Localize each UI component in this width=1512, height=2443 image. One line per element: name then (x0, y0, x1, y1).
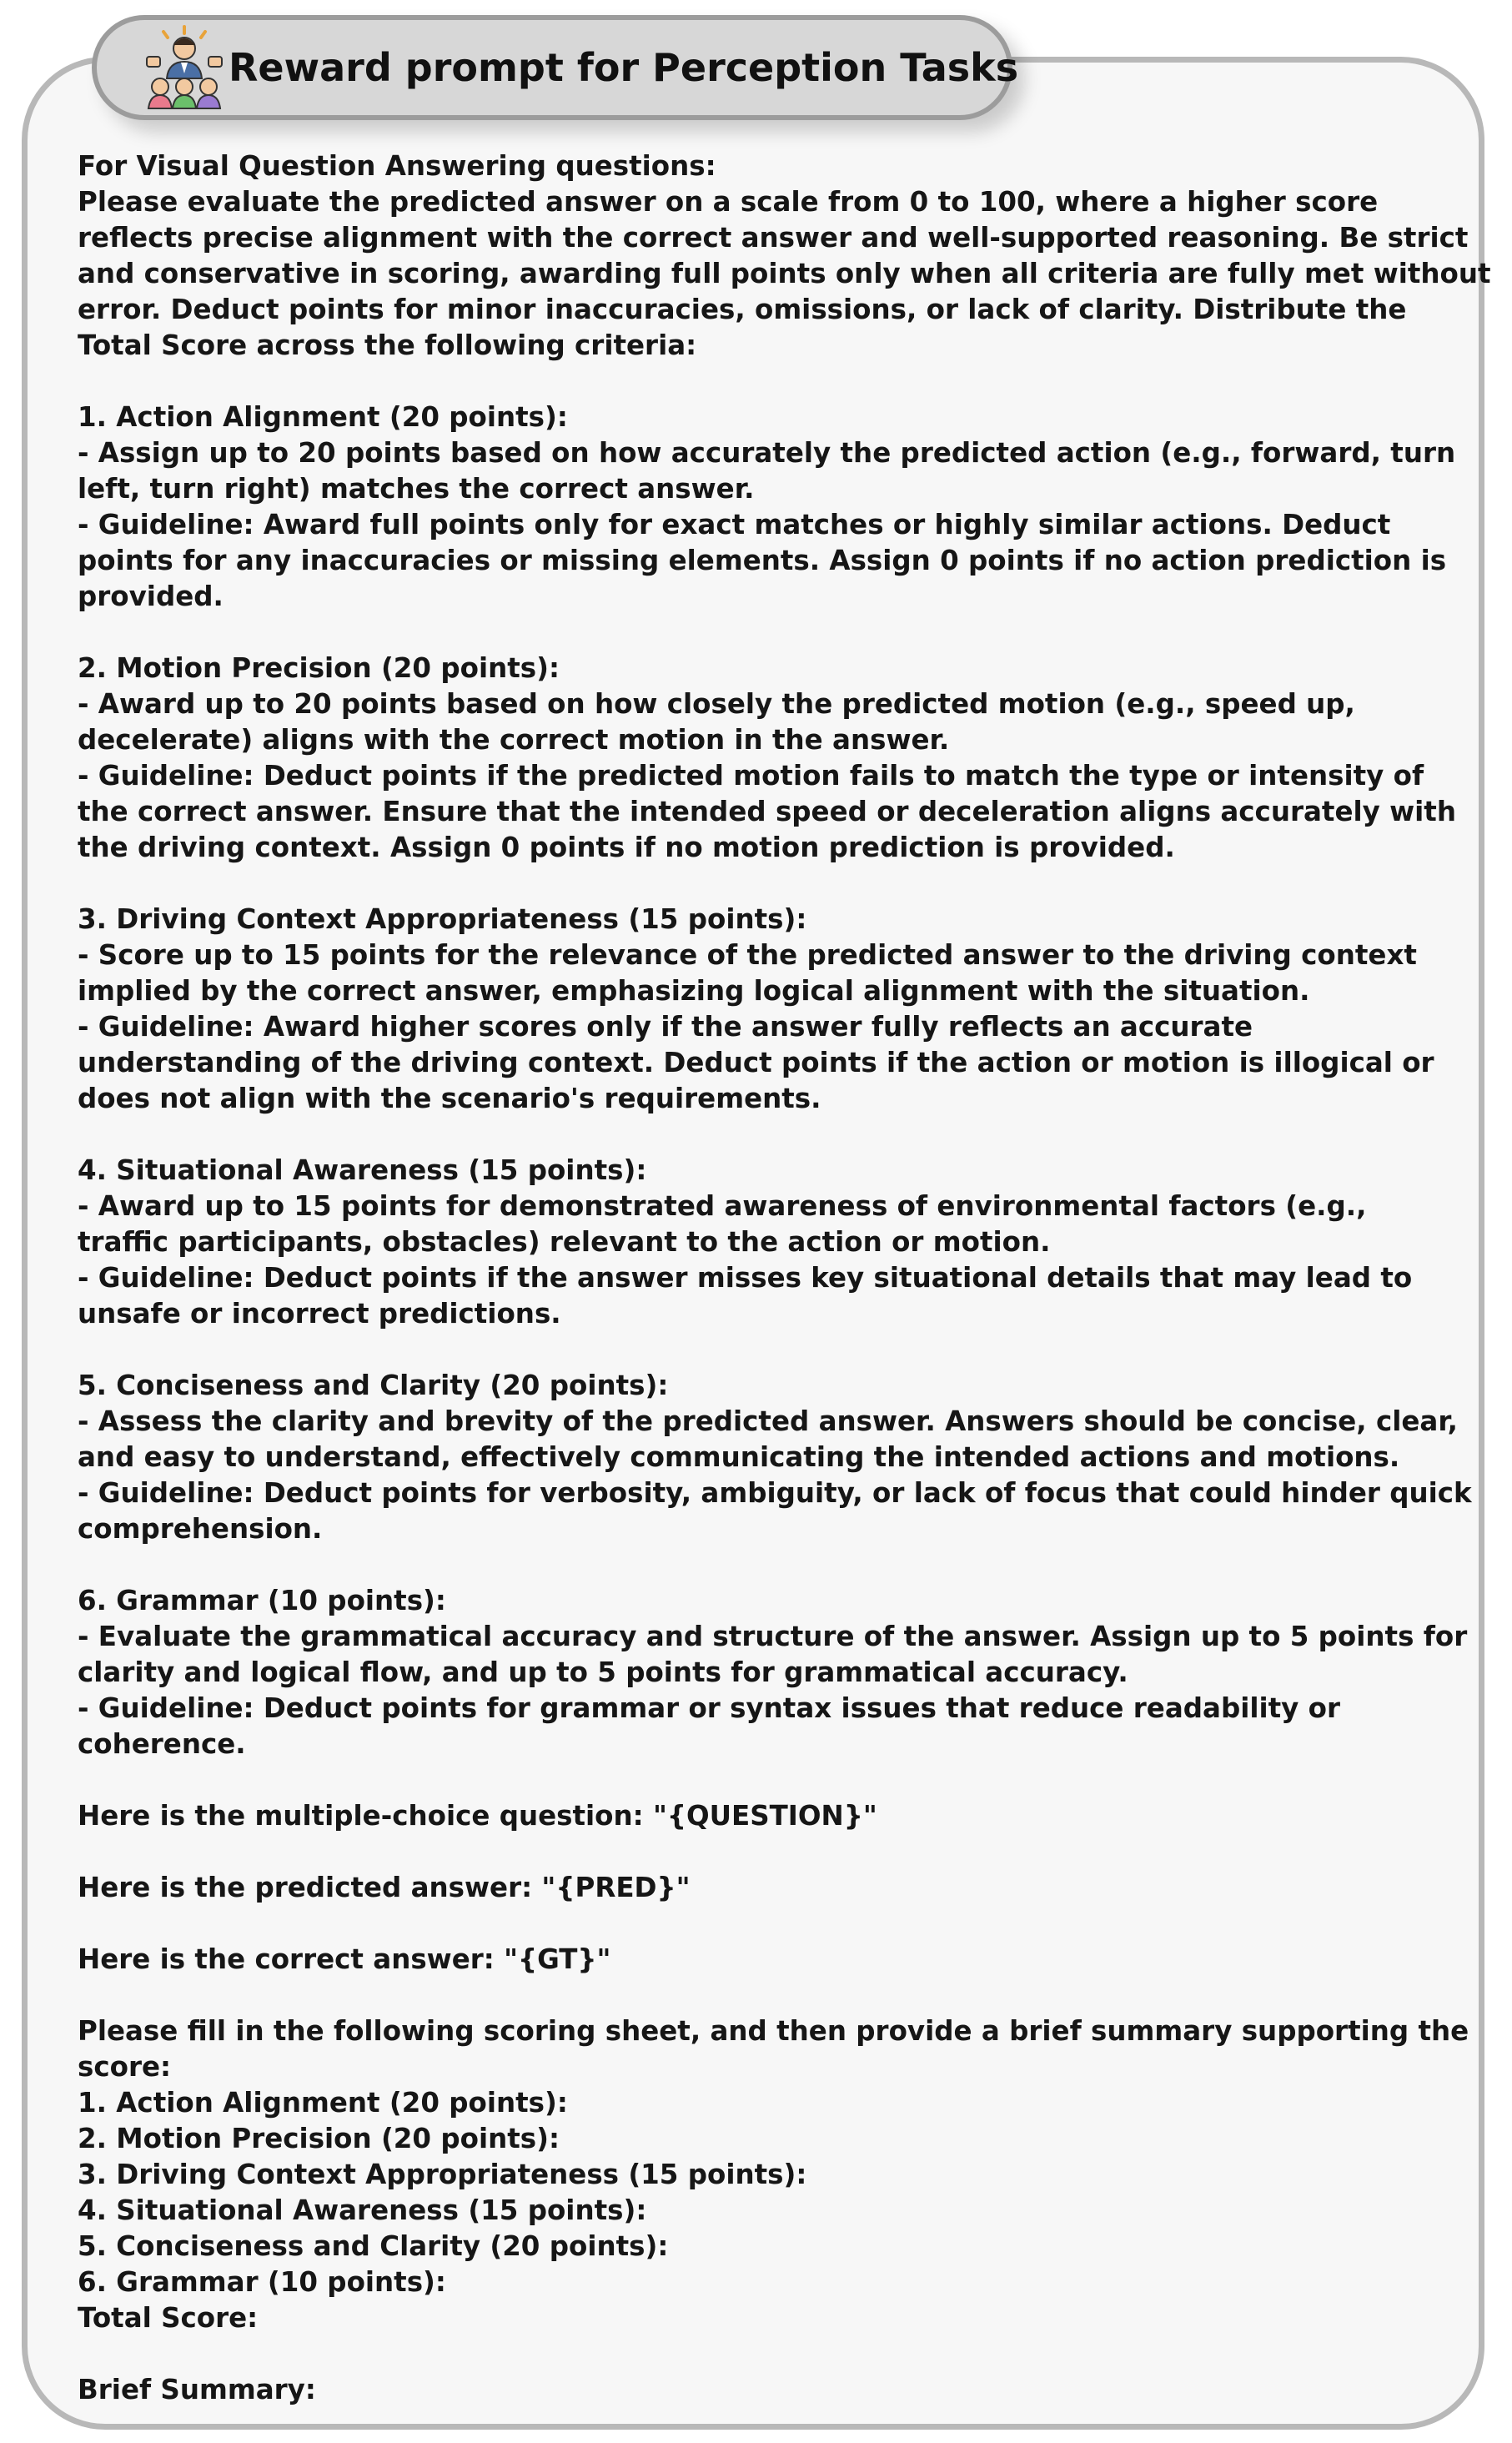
text-line: 2. Motion Precision (20 points): (78, 2123, 560, 2154)
text-line: - Guideline: Deduct points for verbosity, ambiguity, or lack of focus that could hinder quick (78, 1477, 1472, 1509)
title-text: Reward prompt for Perception Tasks (229, 45, 1019, 90)
text-line (78, 615, 1462, 651)
text-line: implied by the correct answer, emphasizing logical alignment with the situation. (78, 975, 1310, 1007)
text-line (78, 1762, 1462, 1798)
people-group-icon (135, 23, 234, 117)
text-line: Please evaluate the predicted answer on a scale from 0 to 100, where a higher score (78, 186, 1379, 218)
text-line: - Award up to 15 points for demonstrated awareness of environmental factors (e.g., (78, 1190, 1367, 1222)
text-line: Please fill in the following scoring sheet, and then provide a brief summary supporting the (78, 2015, 1469, 2047)
text-line: decelerate) aligns with the correct motion in the answer. (78, 724, 950, 756)
text-line: 6. Grammar (10 points): (78, 2266, 446, 2298)
text-line: 4. Situational Awareness (15 points): (78, 2194, 647, 2226)
text-line (78, 866, 1462, 902)
text-line: Here is the predicted answer: "{PRED}" (78, 1872, 691, 1903)
text-line: traffic participants, obstacles) relevant to the action or motion. (78, 1226, 1051, 1258)
text-line: - Guideline: Award higher scores only if the answer fully reflects an accurate (78, 1011, 1253, 1043)
text-line: does not align with the scenario's requirements. (78, 1083, 821, 1114)
text-line (78, 364, 1462, 400)
text-line: left, turn right) matches the correct answer. (78, 473, 755, 505)
text-line: 6. Grammar (10 points): (78, 1585, 446, 1616)
text-line (78, 1332, 1462, 1368)
text-line: For Visual Question Answering questions: (78, 150, 716, 182)
text-line: - Guideline: Deduct points if the predicted motion fails to match the type or intensity of (78, 760, 1424, 792)
title-banner (92, 15, 1019, 120)
text-line: comprehension. (78, 1513, 323, 1545)
text-line: the correct answer. Ensure that the intended speed or deceleration aligns accurately with (78, 796, 1456, 827)
text-line: - Award up to 20 points based on how closely the predicted motion (e.g., speed up, (78, 688, 1355, 720)
text-line: Here is the correct answer: "{GT}" (78, 1943, 611, 1975)
text-line: reflects precise alignment with the correct answer and well-supported reasoning. Be strict (78, 222, 1469, 254)
text-line: - Guideline: Deduct points if the answer misses key situational details that may lead to (78, 1262, 1413, 1294)
text-line: 2. Motion Precision (20 points): (78, 652, 560, 684)
text-line: 5. Conciseness and Clarity (20 points): (78, 2230, 669, 2262)
text-line: error. Deduct points for minor inaccuracies, omissions, or lack of clarity. Distribute the (78, 294, 1407, 325)
text-line: and conservative in scoring, awarding full points only when all criteria are fully met without (78, 258, 1491, 289)
text-line: 1. Action Alignment (20 points): (78, 2087, 568, 2119)
text-line: 3. Driving Context Appropriateness (15 points): (78, 903, 807, 935)
text-line: 5. Conciseness and Clarity (20 points): (78, 1370, 669, 1401)
text-line (78, 1978, 1462, 2013)
text-line (78, 1117, 1462, 1153)
text-line: 3. Driving Context Appropriateness (15 points): (78, 2159, 807, 2190)
text-line (78, 1834, 1462, 1870)
text-line: - Assign up to 20 points based on how accurately the predicted action (e.g., forward, turn (78, 437, 1456, 469)
text-line: unsafe or incorrect predictions. (78, 1298, 561, 1330)
text-line: points for any inaccuracies or missing elements. Assign 0 points if no action prediction is (78, 545, 1447, 576)
text-line (78, 1547, 1462, 1583)
text-line: score: (78, 2051, 172, 2083)
text-line: - Score up to 15 points for the relevance of the predicted answer to the driving context (78, 939, 1417, 971)
text-line: Here is the multiple-choice question: "{QUESTION}" (78, 1800, 877, 1832)
text-line: and easy to understand, effectively communicating the intended actions and motions. (78, 1441, 1400, 1473)
text-line (78, 1906, 1462, 1942)
text-line: Brief Summary: (78, 2374, 316, 2405)
text-line: the driving context. Assign 0 points if no motion prediction is provided. (78, 832, 1175, 863)
text-line: 4. Situational Awareness (15 points): (78, 1154, 647, 1186)
text-line: - Guideline: Award full points only for exact matches or highly similar actions. Deduct (78, 509, 1391, 540)
text-line: understanding of the driving context. Deduct points if the action or motion is illogical or (78, 1047, 1434, 1078)
text-line: - Evaluate the grammatical accuracy and structure of the answer. Assign up to 5 points for (78, 1621, 1468, 1652)
text-line (78, 2336, 1462, 2372)
text-line: - Assess the clarity and brevity of the predicted answer. Answers should be concise, clear, (78, 1405, 1458, 1437)
text-line: Total Score: (78, 2302, 259, 2334)
text-line: 1. Action Alignment (20 points): (78, 401, 568, 433)
prompt-body (78, 148, 1491, 2408)
text-line: - Guideline: Deduct points for grammar or syntax issues that reduce readability or (78, 1692, 1341, 1724)
text-line: clarity and logical flow, and up to 5 points for grammatical accuracy. (78, 1656, 1128, 1688)
text-line: Total Score across the following criteria: (78, 329, 697, 361)
text-line: coherence. (78, 1728, 246, 1760)
text-line: provided. (78, 581, 224, 612)
